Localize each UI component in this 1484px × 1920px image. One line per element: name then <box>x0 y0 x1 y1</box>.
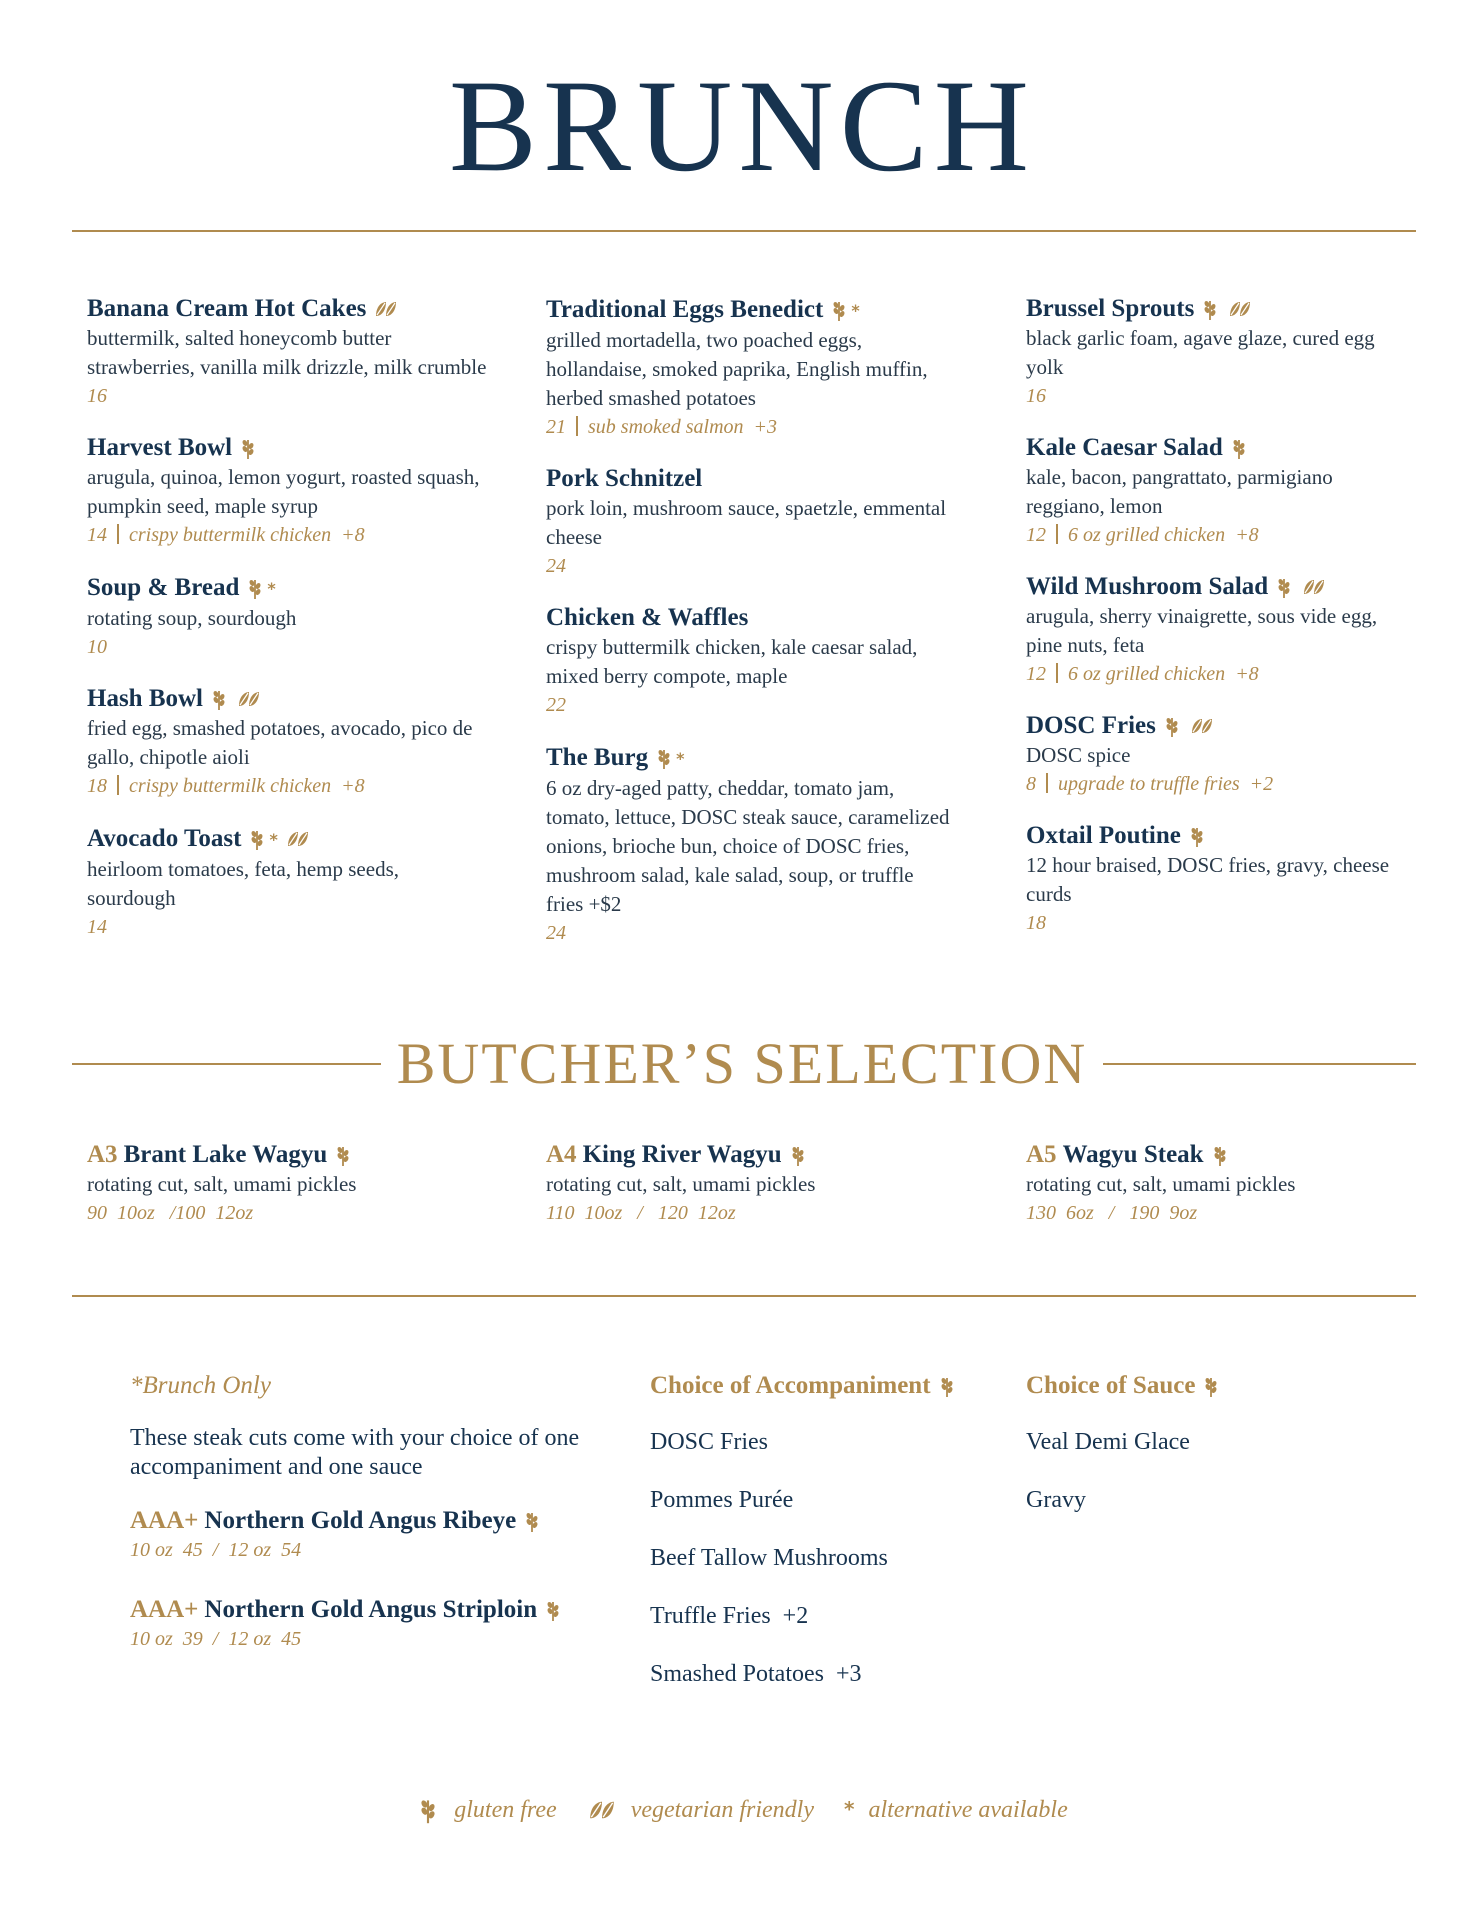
item-price: 21 sub smoked salmon +3 <box>546 416 778 438</box>
item-price: 90 10oz /100 12oz <box>87 1202 254 1224</box>
menu-item <box>546 603 956 720</box>
alternative-icon: * <box>851 301 860 320</box>
gluten-free-icon <box>829 299 849 321</box>
item-description: DOSC spice <box>1026 743 1131 767</box>
menu-item <box>546 464 956 581</box>
menu-item <box>1026 572 1406 689</box>
gluten-free-icon <box>416 1796 440 1824</box>
alternative-icon: * <box>267 579 276 598</box>
item-description: crispy buttermilk chicken, kale caesar salad, mixed berry compote, maple <box>546 635 918 688</box>
menu-item <box>1026 711 1406 799</box>
gluten-free-icon <box>543 1599 563 1621</box>
brunch-column-3 <box>1026 294 1406 960</box>
legend-label: alternative available <box>868 1796 1068 1823</box>
menu-item <box>87 294 487 411</box>
item-name: Avocado Toast * <box>87 823 487 855</box>
item-name: AAA+ Northern Gold Angus Striploin <box>130 1595 600 1625</box>
vegetarian-icon <box>587 1797 617 1823</box>
item-name: The Burg * <box>546 742 956 774</box>
item-name: A5 Wagyu Steak <box>1026 1140 1406 1170</box>
page-title: BRUNCH <box>448 52 1036 199</box>
item-description: pork loin, mushroom sauce, spaetzle, emmental cheese <box>546 496 947 549</box>
item-name: Chicken & Waffles <box>546 604 749 631</box>
accompaniment-option: DOSC Fries <box>650 1429 769 1455</box>
menu-item <box>1026 433 1406 550</box>
item-description: fried egg, smashed potatoes, avocado, pico de gallo, chipotle aioli <box>87 716 473 769</box>
item-description: grilled mortadella, two poached eggs, hollandaise, smoked paprika, English muffin, herbed smashed potatoes <box>546 328 928 410</box>
item-name: A4 King River Wagyu <box>546 1140 956 1170</box>
gluten-free-icon <box>1200 298 1220 320</box>
gluten-free-icon <box>937 1375 957 1397</box>
item-name: Kale Caesar Salad <box>1026 433 1406 463</box>
steaks-block <box>130 1372 600 1654</box>
gluten-free-icon <box>1210 1144 1230 1166</box>
item-description: kale, bacon, pangrattato, parmigiano reggiano, lemon <box>1026 465 1333 518</box>
top-divider <box>72 230 1416 232</box>
accompaniment-option: Beef Tallow Mushrooms <box>650 1545 888 1571</box>
butcher-item <box>1026 1140 1406 1228</box>
gluten-free-icon <box>1162 715 1182 737</box>
item-price: 10 oz 39 / 12 oz 45 <box>130 1628 302 1650</box>
vegetarian-icon <box>372 298 400 320</box>
item-price: 10 <box>87 636 107 658</box>
lower-divider <box>72 1295 1416 1297</box>
steak-item <box>130 1595 600 1654</box>
gluten-free-icon <box>245 577 265 599</box>
item-name: Soup & Bread * <box>87 572 487 604</box>
vegetarian-icon <box>1300 576 1328 598</box>
legend-alternative <box>844 1797 1068 1824</box>
gluten-free-icon <box>333 1144 353 1166</box>
item-name: AAA+ Northern Gold Angus Ribeye <box>130 1506 600 1536</box>
item-price: 18 <box>1026 912 1046 934</box>
gluten-free-icon <box>1229 437 1249 459</box>
menu-item <box>1026 294 1406 411</box>
menu-item <box>87 572 487 662</box>
menu-item <box>1026 821 1406 938</box>
accompaniment-option: Truffle Fries +2 <box>650 1603 809 1629</box>
butcher-section-title: BUTCHER’S SELECTION <box>0 1035 1484 1093</box>
vegetarian-icon <box>1188 715 1216 737</box>
item-description: arugula, sherry vinaigrette, sous vide egg, pine nuts, feta <box>1026 604 1378 657</box>
sauce-option: Gravy <box>1026 1487 1086 1513</box>
brunch-column-2 <box>546 294 956 970</box>
gluten-free-icon <box>522 1510 542 1532</box>
accompaniment-option: Smashed Potatoes +3 <box>650 1661 862 1687</box>
sauce-block <box>1026 1372 1326 1515</box>
menu-item <box>87 684 487 801</box>
menu-item <box>87 433 487 550</box>
sauce-option: Veal Demi Glace <box>1026 1429 1190 1455</box>
sauce-title: Choice of Sauce <box>1026 1372 1326 1400</box>
item-name: Banana Cream Hot Cakes <box>87 294 487 324</box>
item-price: 130 6oz / 190 9oz <box>1026 1202 1198 1224</box>
item-price: 14 crispy buttermilk chicken +8 <box>87 524 365 546</box>
dietary-legend <box>0 1796 1484 1824</box>
legend-gluten-free <box>416 1796 556 1824</box>
item-description: black garlic foam, agave glaze, cured egg yolk <box>1026 326 1375 379</box>
item-description: arugula, quinoa, lemon yogurt, roasted squash, pumpkin seed, maple syrup <box>87 465 480 518</box>
accompaniment-option: Pommes Purée <box>650 1487 794 1513</box>
item-price: 10 oz 45 / 12 oz 54 <box>130 1539 302 1561</box>
gluten-free-icon <box>788 1144 808 1166</box>
gluten-free-icon <box>1274 576 1294 598</box>
gluten-free-icon <box>1187 825 1207 847</box>
accompaniment-title: Choice of Accompaniment <box>650 1372 990 1400</box>
item-price: 8 upgrade to truffle fries +2 <box>1026 773 1274 795</box>
item-price: 24 <box>546 555 566 577</box>
alternative-icon: * <box>843 1796 855 1821</box>
item-price: 16 <box>87 385 107 407</box>
gluten-free-icon <box>654 747 674 769</box>
steak-intro: These steak cuts come with your choice of one accompaniment and one sauce <box>130 1425 580 1480</box>
item-name: Brussel Sprouts <box>1026 294 1406 324</box>
item-price: 12 6 oz grilled chicken +8 <box>1026 524 1259 546</box>
item-description: rotating cut, salt, umami pickles <box>87 1172 357 1196</box>
item-name: A3 Brant Lake Wagyu <box>87 1140 487 1170</box>
item-price: 110 10oz / 120 12oz <box>546 1202 736 1224</box>
vegetarian-icon <box>235 688 263 710</box>
item-description: heirloom tomatoes, feta, hemp seeds, sourdough <box>87 857 399 910</box>
menu-item <box>546 742 956 948</box>
steak-item <box>130 1506 600 1565</box>
item-price: 16 <box>1026 385 1046 407</box>
legend-label: vegetarian friendly <box>630 1796 814 1823</box>
item-price: 18 crispy buttermilk chicken +8 <box>87 775 365 797</box>
item-name: Harvest Bowl <box>87 433 487 463</box>
item-name: DOSC Fries <box>1026 711 1406 741</box>
item-description: rotating cut, salt, umami pickles <box>1026 1172 1296 1196</box>
item-price: 12 6 oz grilled chicken +8 <box>1026 663 1259 685</box>
butcher-item <box>87 1140 487 1228</box>
item-price: 14 <box>87 916 107 938</box>
gluten-free-icon <box>1201 1375 1221 1397</box>
menu-item <box>87 823 487 942</box>
item-price: 24 <box>546 922 566 944</box>
item-description: 6 oz dry-aged patty, cheddar, tomato jam, tomato, lettuce, DOSC steak sauce, caramelized onions, brioche bun, choice of DOSC fries, mushroom salad, kale salad, soup, or truffle fries +$2 <box>546 776 950 916</box>
item-name: Pork Schnitzel <box>546 465 703 492</box>
item-price: 22 <box>546 694 566 716</box>
brunch-column-1 <box>87 294 487 964</box>
brunch-only-note: *Brunch Only <box>130 1372 271 1399</box>
item-name: Traditional Eggs Benedict * <box>546 294 956 326</box>
menu-item <box>546 294 956 442</box>
gluten-free-icon <box>247 828 267 850</box>
item-name: Hash Bowl <box>87 684 487 714</box>
item-name: Oxtail Poutine <box>1026 821 1406 851</box>
item-description: buttermilk, salted honeycomb butter strawberries, vanilla milk drizzle, milk crumble <box>87 326 487 379</box>
gluten-free-icon <box>209 688 229 710</box>
item-description: rotating cut, salt, umami pickles <box>546 1172 816 1196</box>
butcher-item <box>546 1140 956 1228</box>
alternative-icon: * <box>269 830 278 849</box>
vegetarian-icon <box>284 828 312 850</box>
legend-label: gluten free <box>454 1796 557 1823</box>
gluten-free-icon <box>238 437 258 459</box>
legend-vegetarian <box>587 1797 814 1824</box>
alternative-icon: * <box>676 749 685 768</box>
item-description: rotating soup, sourdough <box>87 606 297 630</box>
accompaniment-block <box>650 1372 990 1689</box>
vegetarian-icon <box>1226 298 1254 320</box>
item-description: 12 hour braised, DOSC fries, gravy, cheese curds <box>1026 853 1390 906</box>
item-name: Wild Mushroom Salad <box>1026 572 1406 602</box>
